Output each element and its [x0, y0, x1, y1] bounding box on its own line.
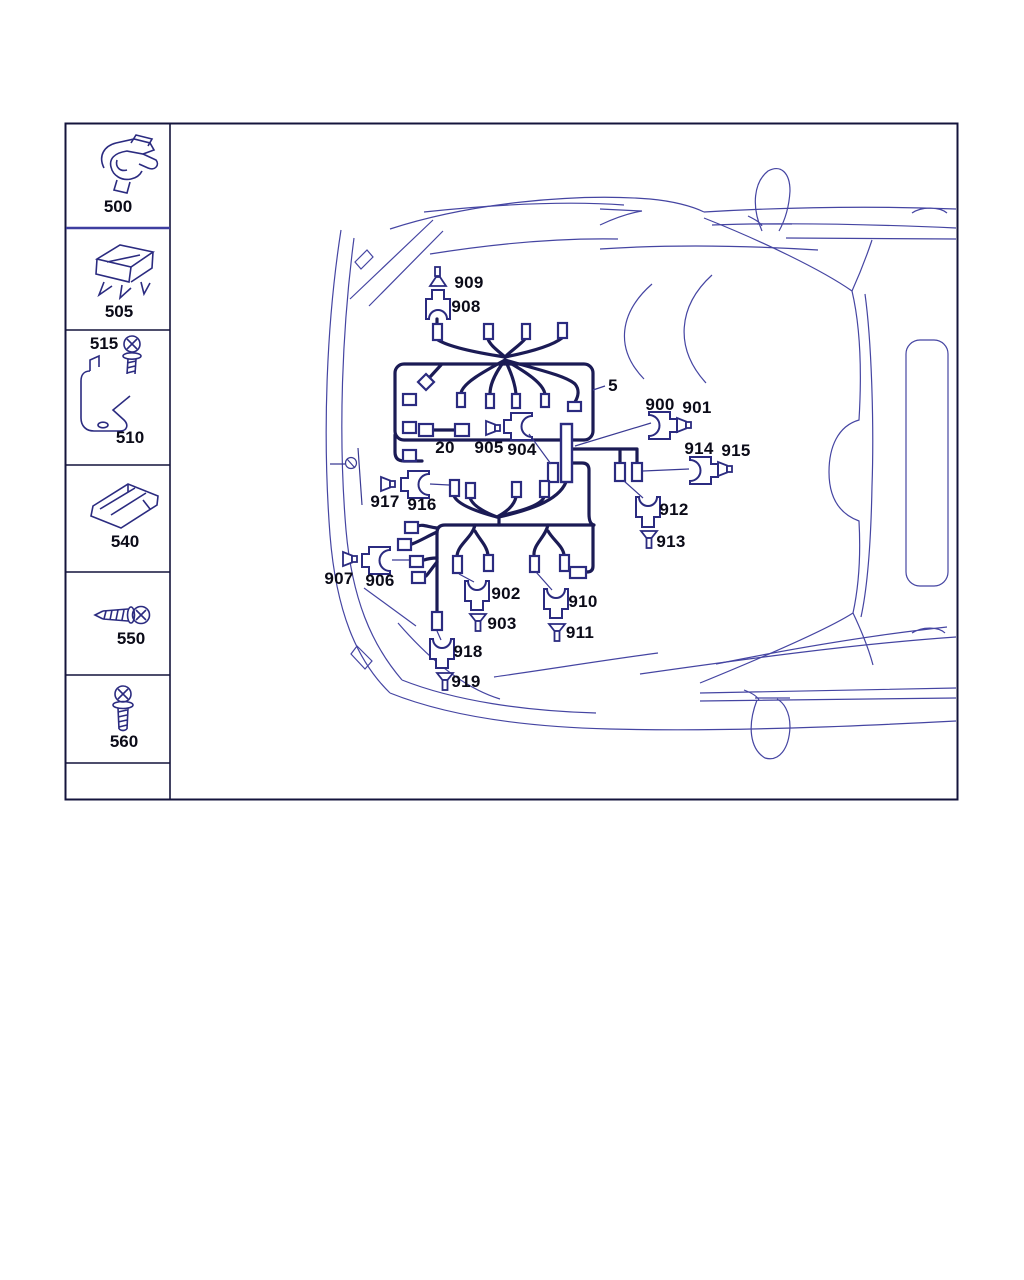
connector-902-icon — [465, 581, 489, 610]
car-beltline-bottom-2 — [640, 637, 956, 701]
car-front-bumper-outer — [326, 230, 390, 693]
plug-901-icon — [677, 418, 691, 432]
car-hood-crease-2 — [430, 239, 618, 254]
callout-label-917[interactable]: 917 — [370, 492, 400, 511]
car-b-pillar-top — [852, 240, 872, 291]
rivet-911-icon — [549, 624, 565, 641]
frame-border — [66, 124, 958, 800]
car-cowl-curve-2 — [684, 275, 712, 383]
callout-label-904[interactable]: 904 — [507, 440, 537, 459]
callout-label-906[interactable]: 906 — [365, 571, 395, 590]
connector-908-icon — [426, 290, 450, 319]
plug-915-icon — [718, 462, 732, 476]
connector-912-icon — [636, 497, 660, 527]
harness-neck-1 — [499, 482, 566, 517]
callout-label-910[interactable]: 910 — [568, 592, 598, 611]
car-a-pillar-bottom — [700, 613, 853, 683]
harness-busbar — [561, 424, 572, 482]
callout-label-916[interactable]: 916 — [407, 495, 437, 514]
car-cowl-curve-1 — [624, 284, 652, 379]
leader-912 — [624, 481, 643, 498]
car-a-pillar-top — [704, 218, 852, 291]
car-roof-header — [861, 294, 873, 617]
rivet-903-icon — [470, 614, 486, 631]
rivet-913-icon — [641, 531, 657, 548]
leader-5 — [593, 386, 605, 390]
wiring-harness — [395, 319, 637, 612]
frame — [66, 124, 958, 800]
callout-label-900[interactable]: 900 — [645, 395, 675, 414]
plug-907-icon — [343, 552, 357, 566]
harness-diamond-wire — [430, 365, 441, 377]
callout-label-20[interactable]: 20 — [435, 438, 455, 457]
callout-label-902[interactable]: 902 — [491, 584, 521, 603]
callout-label-908[interactable]: 908 — [451, 297, 481, 316]
sidebar-cell-empty — [66, 763, 170, 799]
sidebar-item-540-label[interactable]: 540 — [110, 532, 140, 551]
leader-918 — [437, 631, 441, 640]
callout-label-913[interactable]: 913 — [656, 532, 686, 551]
sidebar-item-510-label[interactable]: 510 — [115, 428, 145, 447]
leader-914 — [643, 469, 689, 471]
sidebar-cell-550[interactable] — [66, 572, 170, 675]
car-windshield-edge — [829, 291, 860, 613]
connector-900-icon — [649, 412, 677, 439]
sidebar-item-560-label[interactable]: 560 — [109, 732, 139, 751]
car-hood-shoulder — [390, 197, 704, 229]
car-beltline-top — [704, 207, 956, 213]
car-headlight-left — [350, 220, 443, 306]
callout-label-907[interactable]: 907 — [324, 569, 354, 588]
harness-branch-right — [572, 449, 637, 463]
callout-label-919[interactable]: 919 — [451, 672, 481, 691]
connector-904-icon — [504, 413, 532, 440]
ground-point — [330, 448, 362, 505]
callout-label-909[interactable]: 909 — [454, 273, 484, 292]
rivet-909-icon — [430, 267, 446, 286]
car-headlight-detail — [355, 250, 373, 269]
callout-label-905[interactable]: 905 — [474, 438, 504, 457]
connector-910-icon — [544, 589, 568, 618]
callout-label-918[interactable]: 918 — [453, 642, 483, 661]
sidebar-item-515-label[interactable]: 515 — [89, 334, 119, 353]
leader-916 — [430, 484, 449, 485]
sidebar-item-505-label[interactable]: 505 — [104, 302, 134, 321]
car-front-bumper-inner — [342, 238, 402, 680]
callout-label-912[interactable]: 912 — [659, 500, 689, 519]
callout-label-915[interactable]: 915 — [721, 441, 751, 460]
plug-917-icon — [381, 477, 395, 491]
car-bottom-edge-inner — [402, 680, 596, 713]
sidebar-cell-540[interactable] — [66, 465, 170, 572]
car-hood-crease-1 — [424, 203, 624, 212]
leader-900 — [575, 423, 651, 446]
connector-916-icon — [401, 471, 429, 498]
car-rocker-line — [494, 653, 658, 677]
car-sunroof — [906, 340, 948, 586]
connector-918-icon — [430, 639, 454, 668]
sidebar-item-550-label[interactable]: 550 — [116, 629, 146, 648]
callout-label-903[interactable]: 903 — [487, 614, 517, 633]
car-mirror-top — [748, 169, 792, 231]
callout-label-5[interactable]: 5 — [608, 376, 618, 395]
callout-label-911[interactable]: 911 — [565, 623, 595, 642]
connector-906-icon — [362, 547, 390, 574]
car-foglight-left — [351, 646, 372, 669]
sidebar-item-500-label[interactable]: 500 — [103, 197, 133, 216]
connector-914-icon — [690, 457, 718, 484]
callout-label-914[interactable]: 914 — [684, 439, 714, 458]
leader-910 — [536, 572, 552, 590]
plug-905-icon — [486, 421, 500, 435]
callout-label-901[interactable]: 901 — [682, 398, 712, 417]
harness-neck-2 — [572, 463, 594, 525]
